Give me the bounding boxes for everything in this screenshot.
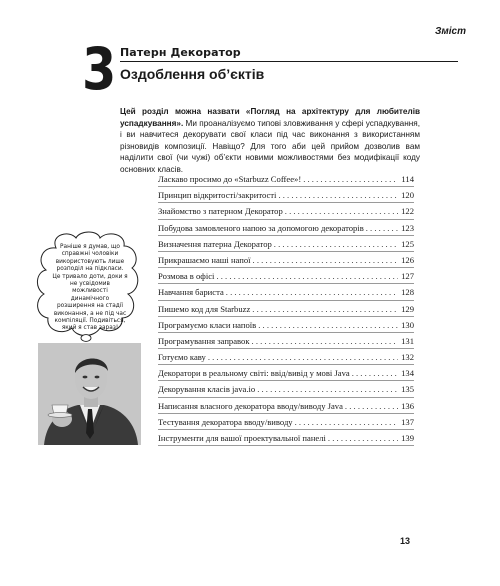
toc-entry[interactable] [158, 398, 414, 414]
toc-entry[interactable] [158, 284, 414, 300]
toc-dot-leader [274, 239, 398, 249]
chapter-rule [120, 61, 458, 62]
toc-entry-page: 132 [401, 352, 414, 363]
toc-entry-page: 114 [401, 174, 414, 184]
toc-dot-leader [257, 384, 398, 394]
table-of-contents [158, 171, 414, 446]
toc-entry-title: Тестування декоратора вводу/виводу [158, 416, 293, 427]
toc-entry-page: 135 [401, 384, 414, 395]
toc-entry-page: 128 [401, 287, 414, 298]
toc-entry-title: Пишемо код для Starbuzz [158, 303, 251, 314]
chapter-number: 3 [82, 35, 117, 103]
toc-entry-page: 136 [401, 400, 414, 411]
toc-dot-leader [252, 336, 399, 346]
toc-entry-page: 123 [401, 222, 414, 233]
toc-entry-title: Програмування заправок [158, 335, 250, 346]
toc-entry-page: 131 [401, 335, 414, 346]
chapter-intro-body: Ми проаналізуємо типові зловживання у сфері успадкування, і ви навчитеся декорувати свої класи під час виконання з використанням різновидів композиції. Навіщо? Для того аби цей прийом дозволив вам наділити свої (чи чужі) об’єкти новими можливостями без модифікації коду основних класів. [120, 118, 420, 174]
toc-entry-page: 130 [401, 319, 414, 330]
toc-entry-title: Побудова замовленого напою за допомогою декораторів [158, 222, 364, 233]
toc-dot-leader [253, 255, 399, 265]
toc-entry-title: Готуємо каву [158, 352, 206, 363]
toc-dot-leader [303, 174, 398, 184]
toc-entry-title: Інструменти для вашої проектувальної панелі [158, 433, 326, 443]
toc-entry-page: 122 [401, 206, 414, 217]
toc-entry-page: 134 [401, 368, 414, 379]
toc-entry[interactable] [158, 268, 414, 284]
toc-entry-page: 137 [401, 416, 414, 427]
toc-dot-leader [208, 352, 398, 362]
toc-entry-title: Принцип відкритості/закритості [158, 190, 277, 201]
toc-entry-title: Навчання бариста [158, 287, 224, 298]
toc-dot-leader [352, 368, 398, 378]
toc-entry-title: Написання власного декоратора вводу/виводу Java [158, 400, 343, 411]
toc-entry-title: Декоратори в реальному світі: ввід/вивід у мові Java [158, 368, 350, 379]
chapter-intro-lead: Цей розділ можна назвати «Погляд на архітектуру для любителів успадкування». [120, 107, 420, 128]
toc-entry-title: Визначення патерна Декоратор [158, 238, 272, 249]
section-header-label: Зміст [434, 26, 466, 37]
toc-dot-leader [345, 401, 398, 411]
toc-entry-page: 139 [401, 433, 414, 443]
toc-entry[interactable] [158, 414, 414, 430]
toc-dot-leader [226, 287, 398, 297]
toc-entry-title: Програмуємо класи напоїв [158, 319, 257, 330]
toc-entry-page: 125 [401, 238, 414, 249]
toc-dot-leader [295, 417, 399, 427]
toc-entry[interactable] [158, 220, 414, 236]
toc-entry[interactable] [158, 349, 414, 365]
toc-entry[interactable] [158, 430, 414, 446]
toc-entry[interactable] [158, 187, 414, 203]
toc-entry[interactable] [158, 333, 414, 349]
toc-dot-leader [258, 320, 398, 330]
toc-entry[interactable] [158, 236, 414, 252]
page-number: 13 [399, 536, 410, 546]
chapter-title: Оздоблення об’єктів [120, 66, 265, 82]
toc-dot-leader [216, 271, 398, 281]
toc-entry-title: Прикрашаємо наші напої [158, 254, 251, 265]
toc-dot-leader [328, 433, 398, 443]
man-with-coffee-cup-photo [38, 343, 141, 445]
toc-dot-leader [252, 304, 398, 314]
toc-entry-title: Розмова в офісі [158, 271, 215, 282]
toc-entry[interactable] [158, 203, 414, 219]
toc-entry-title: Декорування класів java.io [158, 384, 256, 395]
toc-entry-title: Ласкаво просимо до «Starbuzz Coffee»! [158, 174, 302, 184]
thought-bubble [36, 230, 142, 356]
toc-entry[interactable] [158, 365, 414, 381]
toc-entry[interactable] [158, 381, 414, 397]
toc-entry[interactable] [158, 252, 414, 268]
toc-dot-leader [278, 190, 398, 200]
chapter-intro [120, 106, 420, 176]
toc-entry[interactable] [158, 301, 414, 317]
toc-dot-leader [285, 206, 398, 216]
toc-entry-page: 129 [401, 303, 414, 314]
thought-bubble-text: Раніше я думав, що справжні чоловіки використовують лише розподіл на підкласи. Це тривало доти, доки я не усвідомив можливості динамічного розширення на стадії виконання, а не під час компіляції. Подивіться, який я став зараз! [52, 244, 128, 332]
toc-dot-leader [366, 223, 398, 233]
toc-entry-page: 127 [401, 271, 414, 282]
toc-entry-page: 126 [401, 254, 414, 265]
toc-entry-title: Знайомство з патерном Декоратор [158, 206, 283, 217]
chapter-kicker: Патерн Декоратор [120, 46, 241, 59]
toc-entry[interactable] [158, 317, 414, 333]
toc-entry-page: 120 [401, 190, 414, 201]
toc-entry[interactable] [158, 171, 414, 187]
